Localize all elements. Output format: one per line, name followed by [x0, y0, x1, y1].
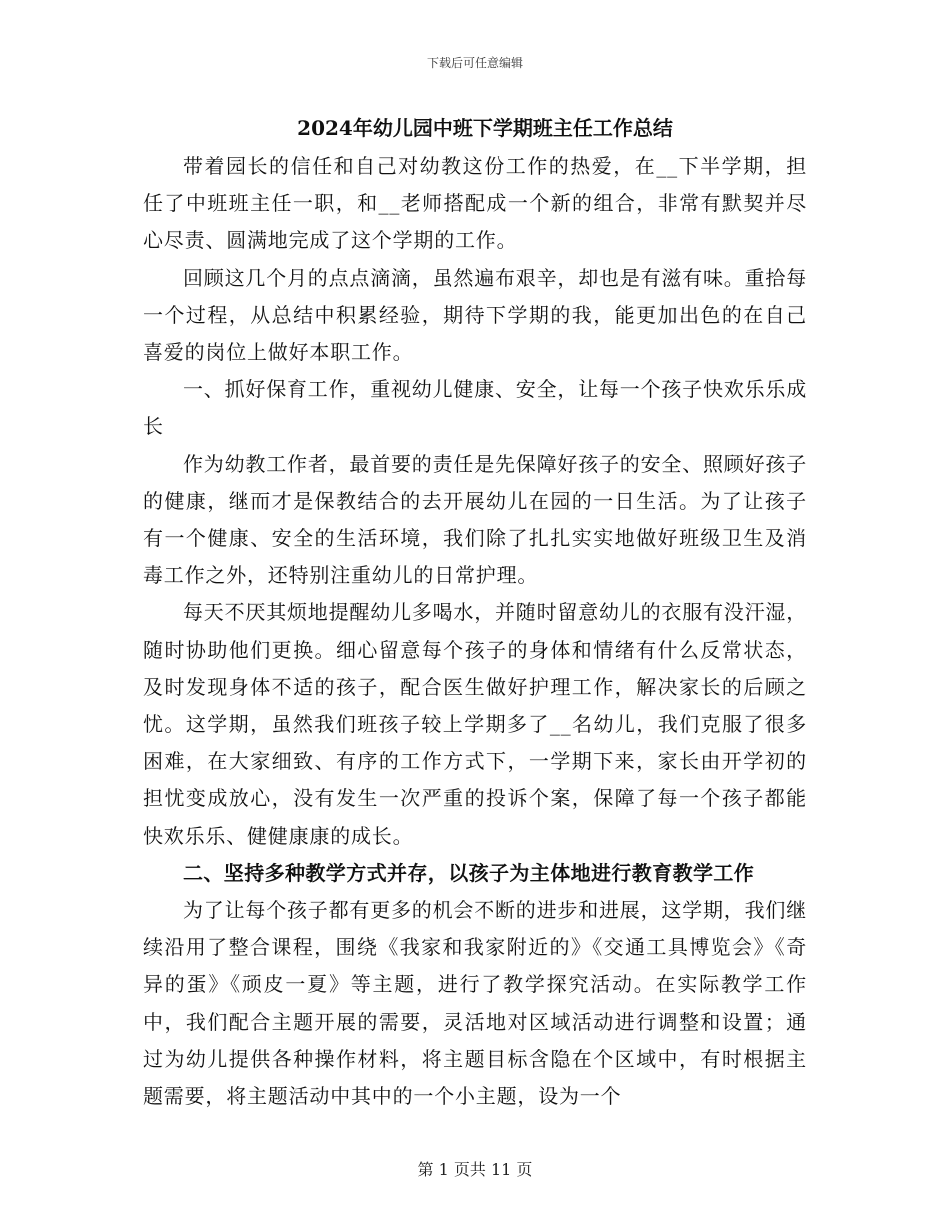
section-heading-1: 一、抓好保育工作，重视幼儿健康、安全，让每一个孩子快欢乐乐成长: [143, 377, 807, 439]
document-body: [143, 108, 807, 1115]
section-heading-2: 二、坚持多种教学方式并存，以孩子为主体地进行教育教学工作: [183, 860, 755, 885]
paragraph-intro: 带着园长的信任和自己对幼教这份工作的热爱，在__下半学期，担任了中班班主任一职，和__老师搭配成一个新的组合，非常有默契并尽心尽责、圆满地完成了这个学期的工作。: [143, 154, 807, 253]
paragraph-safety: 作为幼教工作者，最首要的责任是先保障好孩子的安全、照顾好孩子的健康，继而才是保教结合的去开展幼儿在园的一日生活。为了让孩子有一个健康、安全的生活环境，我们除了扎扎实实地做好班级卫生及消毒工作之外，还特别注重幼儿的日常护理。: [143, 451, 807, 588]
paragraph-care: 每天不厌其烦地提醒幼儿多喝水，并随时留意幼儿的衣服有没汗湿，随时协助他们更换。细心留意每个孩子的身体和情绪有什么反常状态，及时发现身体不适的孩子，配合医生做好护理工作，解决家长的后顾之忧。这学期，虽然我们班孩子较上学期多了__名幼儿，我们克服了很多困难，在大家细致、有序的工作方式下，一学期下来，家长由开学初的担忧变成放心，没有发生一次严重的投诉个案，保障了每一个孩子都能快欢乐乐、健健康康的成长。: [143, 600, 807, 848]
header-note: 下载后可任意编辑: [426, 56, 523, 70]
page-number: 第 1 页共 11 页: [417, 1160, 533, 1179]
paragraph-review: 回顾这几个月的点点滴滴，虽然遍布艰辛，却也是有滋有味。重拾每一个过程，从总结中积累经验，期待下学期的我，能更加出色的在自己喜爱的岗位上做好本职工作。: [143, 265, 807, 365]
document-title: 2024年幼儿园中班下学期班主任工作总结: [297, 116, 673, 140]
paragraph-teaching: 为了让每个孩子都有更多的机会不断的进步和进展，这学期，我们继续沿用了整合课程，围绕《我家和我家附近的》《交通工具博览会》《奇异的蛋》《顽皮一夏》等主题，进行了教学探究活动。在实际教学工作中，我们配合主题开展的需要，灵活地对区域活动进行调整和设置；通过为幼儿提供各种操作材料，将主题目标含隐在个区域中，有时根据主题需要，将主题活动中其中的一个小主题，设为一个: [143, 898, 807, 1109]
